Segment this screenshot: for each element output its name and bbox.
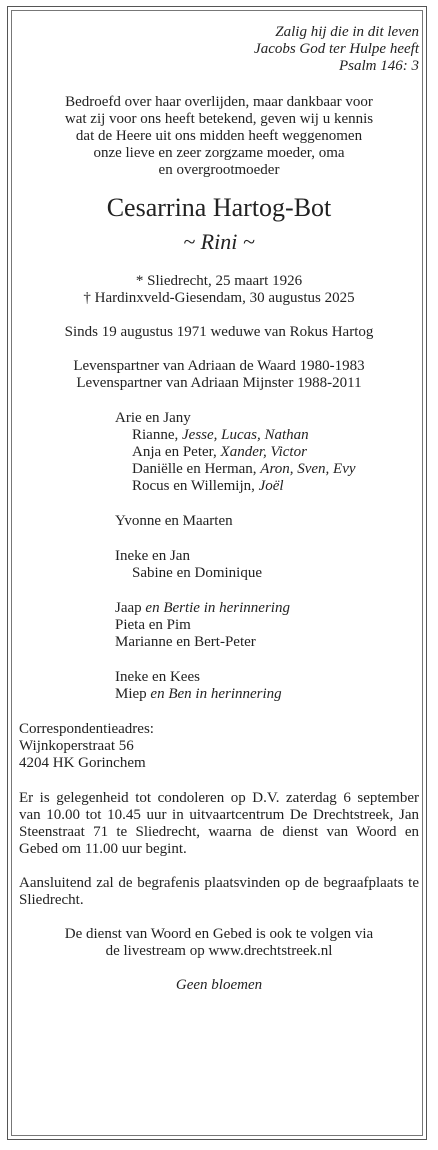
announcement-line: Bedroefd over haar overlijden, maar dankbaar voor [65,94,373,110]
family-head: Arie en Jany [115,410,191,426]
family-head: Yvonne en Maarten [115,513,233,529]
correspondence-address [19,721,419,772]
widow-line: Sinds 19 augustus 1971 weduwe van Rokus Hartog [64,324,374,340]
closing-note: Geen bloemen [175,977,263,993]
family-head: Ineke en Jan [115,548,190,564]
family-group [115,548,419,582]
partners [19,358,419,392]
member-children: Joël [258,478,284,494]
announcement-text [19,94,419,179]
member-name: Rocus en Willemijn, [132,478,259,494]
family-head: Marianne en Bert-Peter [115,634,256,650]
member-name: Miep [115,686,151,702]
family-member [115,444,419,461]
address-city: 4204 HK Gorinchem [19,755,146,771]
family-group [115,600,419,651]
family-member [115,478,419,495]
announcement-line: en overgrootmoeder [158,162,280,178]
family-group [115,410,419,495]
deceased-name: Cesarrina Hartog-Bot [106,193,332,222]
verse-reference: Psalm 146: 3 [339,58,419,74]
partner-line: Levenspartner van Adriaan de Waard 1980-1983 [73,358,365,374]
family-head [115,686,419,703]
family-group [115,513,419,530]
member-name: Anja en Peter, [132,444,221,460]
burial-info: Aansluitend zal de begrafenis plaatsvinden op de begraafplaats te Sliedrecht. [19,875,419,908]
verse-line: Jacobs God ter Hulpe heeft [254,41,419,57]
member-children: Aron, Sven, Evy [260,461,356,477]
family-head: Ineke en Kees [115,669,200,685]
announcement-line: onze lieve en zeer zorgzame moeder, oma [93,145,345,161]
bible-verse [19,24,419,75]
livestream-line: De dienst van Woord en Gebed is ook te volgen via [64,926,374,942]
deceased-nickname: ~ Rini ~ [183,229,255,254]
family-list [19,410,419,703]
member-name: Jaap [115,600,146,616]
announcement-line: wat zij voor ons heeft betekend, geven wij u kennis [64,111,374,127]
condolence-info: Er is gelegenheid tot condoleren op D.V. zaterdag 6 september van 10.00 tot 10.45 uur in uitvaartcentrum De Drechtstreek, Jan Steenstraat 71 te Sliedrecht, waarna de dienst van Woord en Gebed om 11.00 uur begint. [19,790,419,857]
member-name: Daniëlle en Herman, [132,461,261,477]
obituary-content [19,24,419,994]
family-group [115,669,419,703]
in-memoriam-note: en Bertie in herinnering [145,600,290,616]
member-children: Xander, Victor [220,444,307,460]
family-member [115,427,419,444]
birth-date: * Sliedrecht, 25 maart 1926 [135,273,303,289]
family-head: Pieta en Pim [115,617,191,633]
family-member: Sabine en Dominique [132,565,262,581]
livestream-info [19,926,419,960]
in-memoriam-note: en Ben in herinnering [150,686,282,702]
family-member [115,461,419,478]
death-date: † Hardinxveld-Giesendam, 30 augustus 2025 [83,290,355,306]
member-children: Jesse, Lucas, Nathan [182,427,309,443]
address-street: Wijnkoperstraat 56 [19,738,134,754]
member-name: Rianne, [132,427,182,443]
partner-line: Levenspartner van Adriaan Mijnster 1988-2011 [76,375,362,391]
address-label: Correspondentieadres: [19,721,154,737]
announcement-line: dat de Heere uit ons midden heeft weggenomen [75,128,363,144]
family-head [115,600,419,617]
verse-line: Zalig hij die in dit leven [275,24,419,40]
life-dates [19,273,419,307]
livestream-line: de livestream op www.drechtstreek.nl [105,943,333,959]
